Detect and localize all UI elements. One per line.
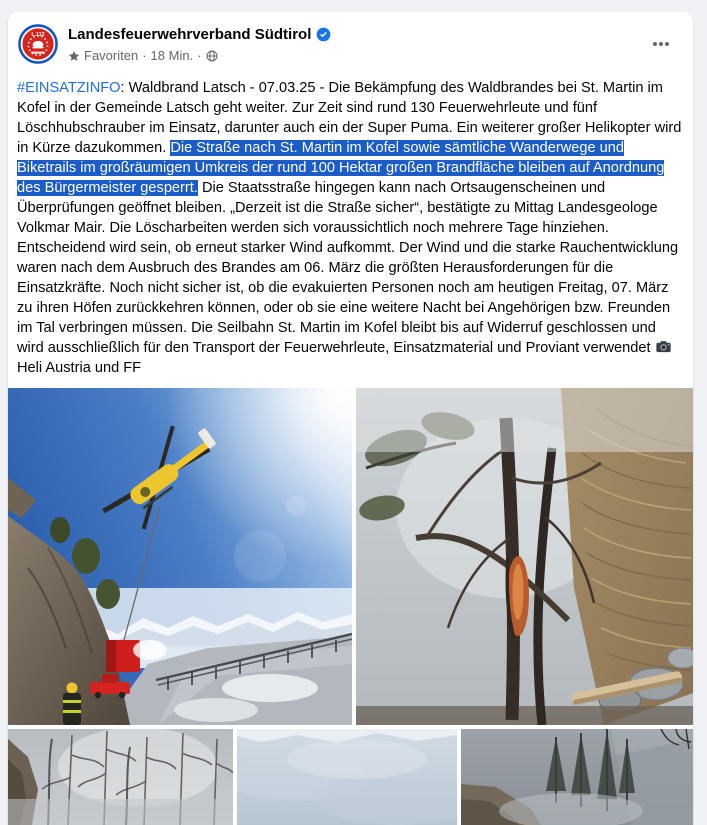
verified-badge-icon [316,27,331,42]
post-header [8,12,693,64]
photo-smoke-cloud[interactable] [237,729,457,825]
ellipsis-menu-icon [651,34,671,54]
post-options-button[interactable] [643,26,679,62]
meta-separator: · [197,48,202,63]
post-text [8,64,693,378]
hashtag-einsatzinfo-link[interactable]: #EINSATZINFO [17,80,121,96]
photo-burnt-trees[interactable] [356,388,693,725]
post-timestamp[interactable]: 18 Min. [150,48,194,63]
photo-credit-segment: Heli Austria und FF [17,360,142,376]
camera-emoji-icon [656,340,671,353]
post-meta-row [68,48,331,64]
favorites-star-icon [68,50,80,62]
photo-larches-in-smoke[interactable] [461,729,693,825]
post-text-segment: : Waldbrand Latsch - 07.03.25 - Die Bekämpfung des Waldbrandes bei St. Martin im Kofel in der Gemeinde Latsch geht weiter. Zur Zeit sind rund 130 Feuerwehrleute und fünf Löschhubschrauber im Einsatz, darunter auch ein der Super Puma. Ein weiterer großer Helikopter wird in Kürze dazukommen. [17,80,682,156]
photo-helicopter-road[interactable] [8,388,352,725]
favorites-label: Favoriten [84,48,139,63]
photo-smoky-forest[interactable] [8,729,233,825]
post-text-highlighted-segment: Die Straße nach St. Martin im Kofel sowie sämtliche Wanderwege und Biketrails im großräumigen Umkreis der rund 100 Hektar großen Brandfläche bleiben auf Anordnung des Bürgermeister gesperrt. [17,140,665,196]
privacy-globe-icon [206,50,218,62]
meta-separator: · [142,48,147,63]
svg-text:L.112: L.112 [31,32,45,39]
page-name-link[interactable]: Landesfeuerwehrverband Südtirol [68,26,312,43]
post-photo-grid [8,388,693,825]
page-avatar-fire-brigade-logo[interactable] [18,24,58,64]
post-text-segment: Die Staatsstraße hingegen kann nach Ortsaugenscheinen und Überprüfungen geöffnet bleiben. „Derzeit ist die Straße sicher“, bestätigte zu Mittag Landesgeologe Volkmar Mair. Die Löscharbeiten werden sich voraussichtlich noch mehrere Tage hinziehen. Entscheidend wird sein, ob erneut starker Wind aufkommt. Der Wind und die starke Rauchentwicklung waren nach dem Ausbruch des Brandes am 06. März die größten Herausforderungen für die Einsatzkräfte. Noch nicht sicher ist, ob die evakuierten Personen noch am heutigen Freitag, 07. März zu ihren Höfen zurückkehren können, oder ob sie eine weitere Nacht bei Angehörigen bzw. Freunden im Tal verbringen müssen. Die Seilbahn St. Martin im Kofel bleibt bis auf Widerruf geschlossen und wird ausschließlich für den Transport der Feuerwehrleute, Einsatzmaterial und Proviant verwendet [17,180,679,356]
header-text-block [68,24,331,64]
facebook-post-card [8,12,693,825]
